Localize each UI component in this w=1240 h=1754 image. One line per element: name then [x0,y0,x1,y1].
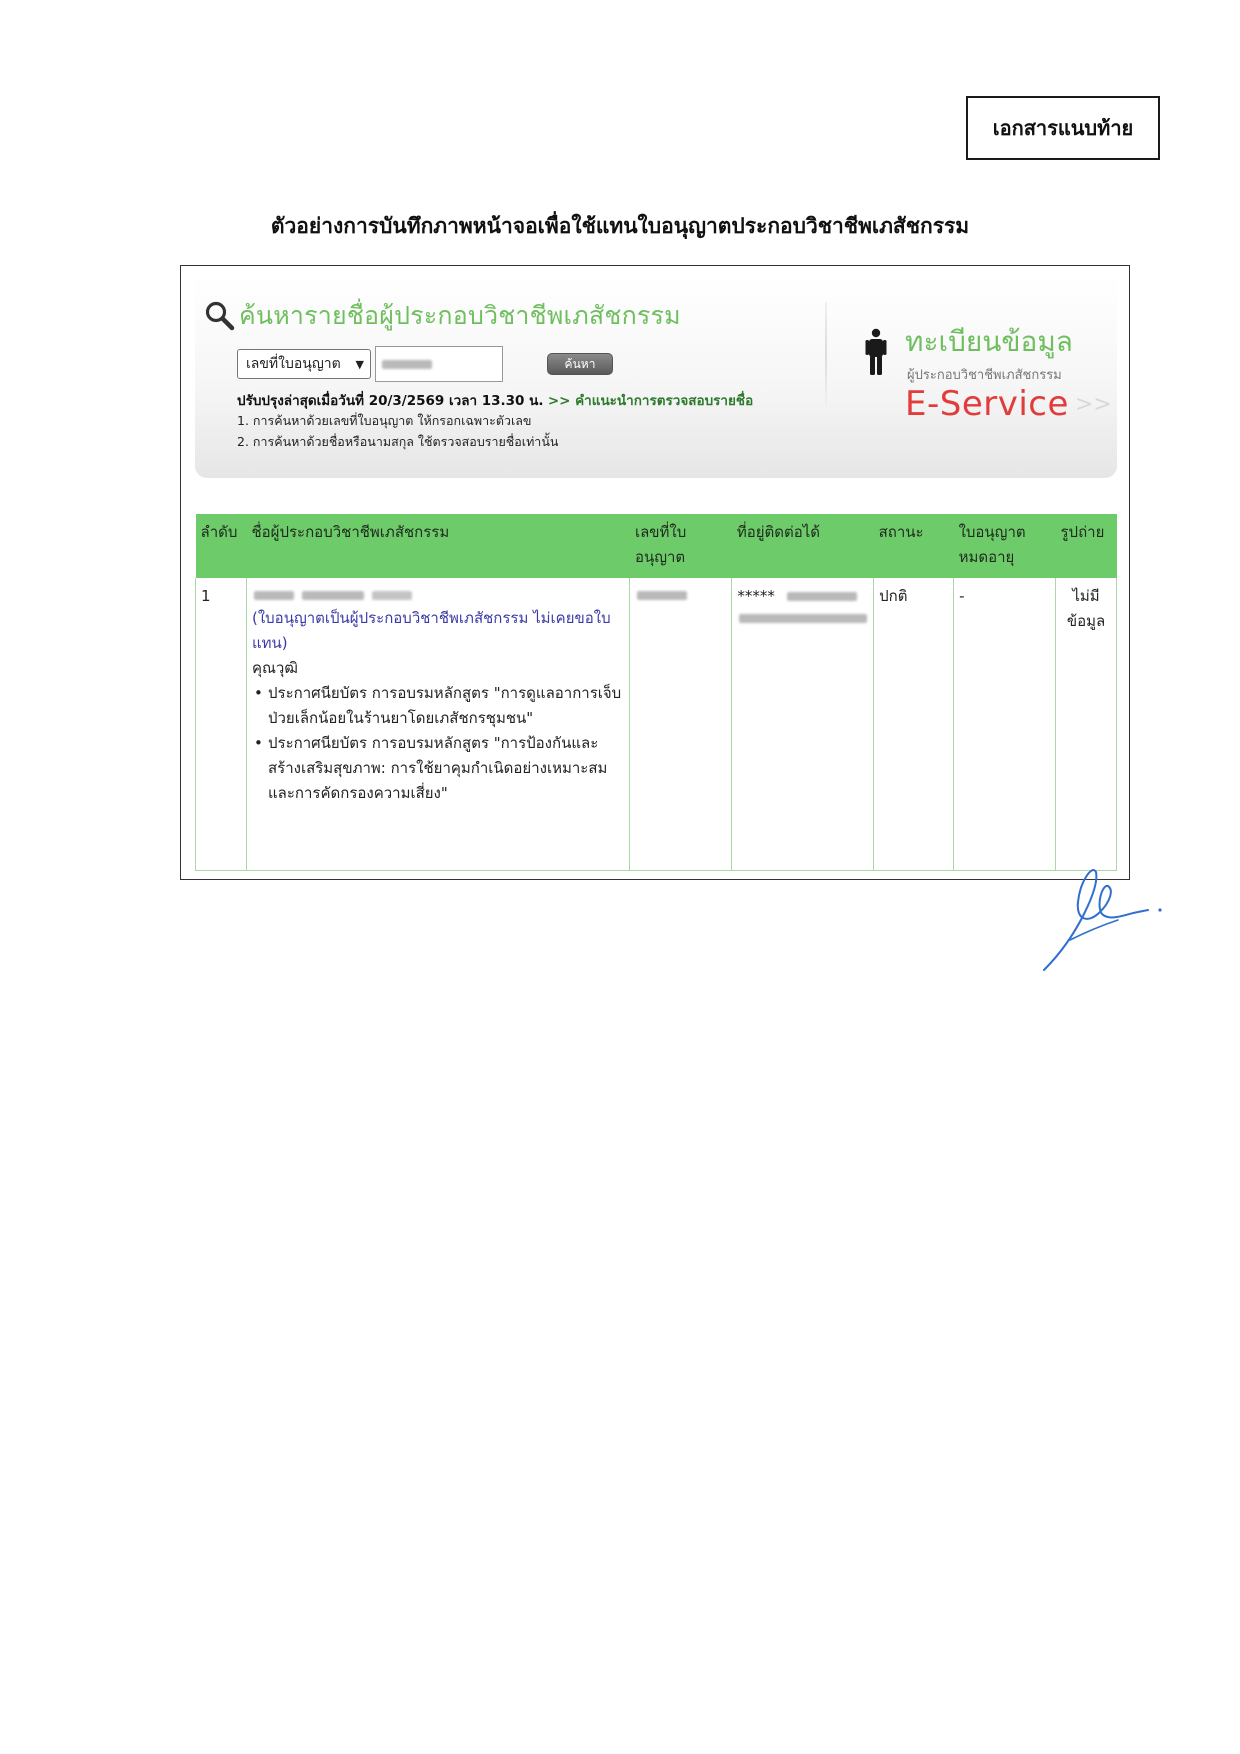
document-title: ตัวอย่างการบันทึกภาพหน้าจอเพื่อใช้แทนใบอนุญาตประกอบวิชาชีพเภสัชกรรม [270,214,970,238]
search-heading-text: ค้นหารายชื่อผู้ประกอบวิชาชีพเภสัชกรรม [239,301,681,330]
search-panel [195,274,1117,478]
header-license-no-line2: อนุญาต [634,548,686,566]
cell-expired: - [954,578,1056,870]
header-expired-line1: ใบอนุญาต [958,523,1026,541]
signature [1040,862,1170,974]
qualification-label: คุณวุฒิ [251,659,298,677]
search-button[interactable]: ค้นหา [547,353,613,375]
list-item: • ประกาศนียบัตร การอบรมหลักสูตร "การป้องกันและสร้างเสริมสุขภาพ: การใช้ยาคุมกำเนิดอย่างเหมาะสมและการคัดกรองความเสี่ยง" [252,731,624,806]
address-masked: ***** [737,587,775,605]
redacted-address-line-2 [737,606,868,628]
address-line-1 [737,584,868,606]
photo-line2: ข้อมูล [1066,612,1106,630]
redacted-input-value [382,360,432,369]
result-table [195,514,1117,871]
person-icon [865,328,887,376]
header-no: ลำดับ [196,514,247,578]
header-expired-line2: หมดอายุ [958,548,1015,566]
chevron-right-icon: >> [1075,392,1112,417]
header-address: ที่อยู่ติดต่อได้ [732,514,874,578]
chevron-down-icon: ▼ [355,357,364,371]
header-expired [954,514,1056,578]
cell-status: ปกติ [874,578,954,870]
search-icon [203,299,237,333]
photo-line1: ไม่มี [1072,587,1100,605]
table-header-row [196,514,1117,578]
search-type-select[interactable] [237,349,371,379]
header-license-no-line1: เลขที่ใบ [634,523,687,541]
attachment-label: เอกสารแนบท้าย [966,96,1160,160]
registry-subtitle: ผู้ประกอบวิชาชีพเภสัชกรรม [907,368,1062,383]
header-name: ชื่อผู้ประกอบวิชาชีพเภสัชกรรม [246,514,629,578]
redacted-name [252,584,624,606]
qualification-list [252,681,624,806]
license-note: (ใบอนุญาตเป็นผู้ประกอบวิชาชีพเภสัชกรรม ไม่เคยขอใบแทน) [251,609,611,652]
list-item: • ประกาศนียบัตร การอบรมหลักสูตร "การดูแลอาการเจ็บป่วยเล็กน้อยในร้านยาโดยเภสัชกรชุมชน" [252,681,624,731]
header-license-no [630,514,732,578]
search-row [237,346,613,382]
search-input[interactable] [375,346,503,382]
cell-name [246,578,629,870]
registry-title: ทะเบียนข้อมูล [905,325,1073,358]
update-text: ปรับปรุงล่าสุดเมื่อวันที่ 20/3/2569 เวลา 13.30 น. [237,393,544,409]
search-heading [203,298,681,334]
panel-divider [825,302,827,406]
cell-photo [1055,578,1116,870]
update-line [237,389,753,411]
screenshot-frame [180,265,1130,880]
search-note-2: 2. การค้นหาด้วยชื่อหรือนามสกุล ใช้ตรวจสอบรายชื่อเท่านั้น [237,434,559,449]
cell-address [732,578,874,870]
cell-license-no [630,578,732,870]
table-row [196,578,1117,870]
search-note-1: 1. การค้นหาด้วยเลขที่ใบอนุญาต ให้กรอกเฉพาะตัวเลข [237,413,532,428]
cell-no: 1 [196,578,247,870]
header-status: สถานะ [874,514,954,578]
header-photo: รูปถ่าย [1055,514,1116,578]
redacted-license-no [635,584,726,606]
eservice-link[interactable]: E-Service [905,384,1069,424]
guide-link[interactable]: >> คำแนะนำการตรวจสอบรายชื่อ [547,393,754,409]
search-type-value: เลขที่ใบอนุญาต [246,356,341,372]
